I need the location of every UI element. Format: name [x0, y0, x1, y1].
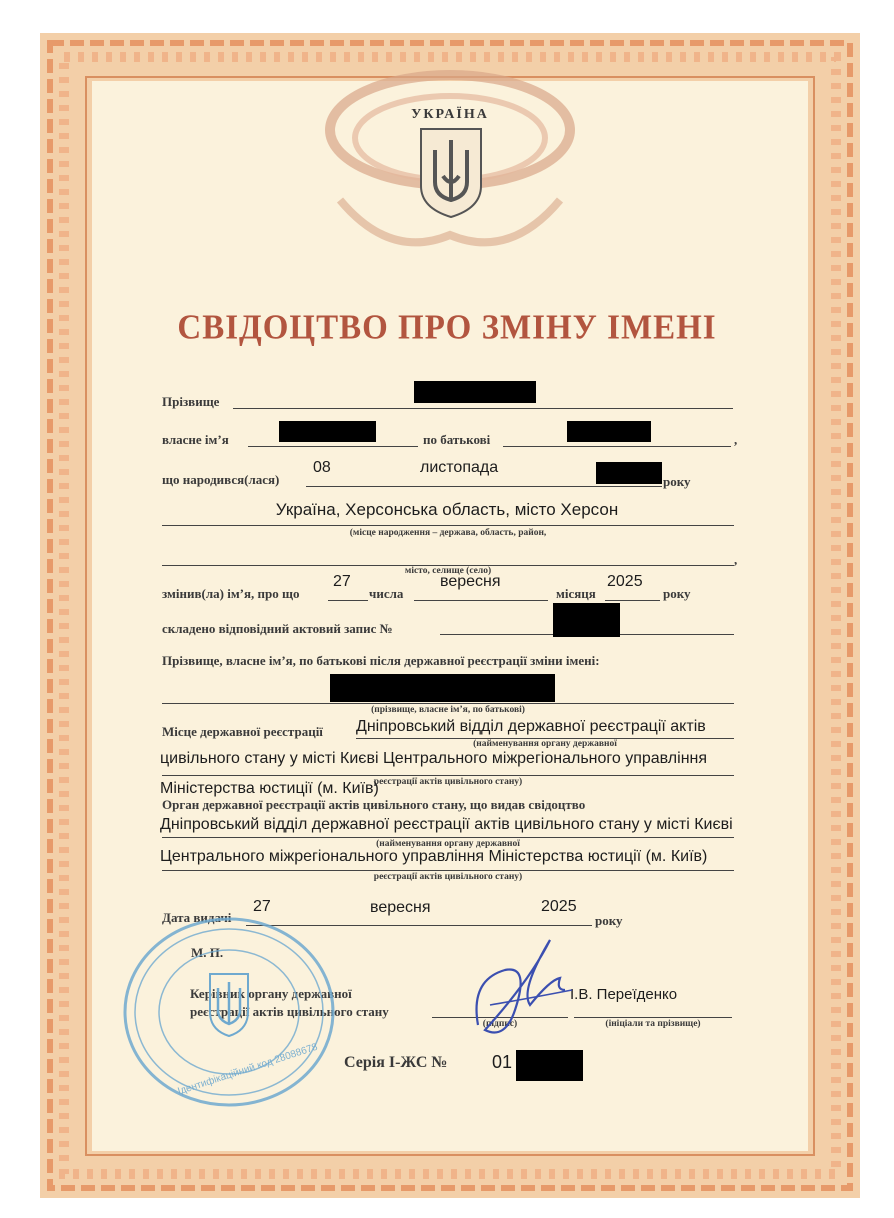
birth-place-caption: (місце народження – держава, область, район, [349, 528, 547, 538]
issuer-underline-1 [162, 837, 734, 838]
patronymic-redaction [567, 421, 651, 442]
given-name-redaction [279, 421, 376, 442]
series-label: Серія І-ЖС № [344, 1054, 448, 1071]
reg-place-caption-1: (найменування органу державної [473, 739, 617, 749]
issuer-underline-2 [162, 870, 734, 871]
surname-redaction [414, 381, 536, 403]
birth-place-line [162, 525, 734, 526]
patronymic-line [503, 446, 731, 447]
svg-text:Ідентифікаційний код 28088678: Ідентифікаційний код 28088678 [176, 1041, 320, 1098]
initials-line [574, 1017, 732, 1018]
record-number-redaction [553, 603, 620, 637]
day-word: числа [369, 586, 404, 601]
issuer-line-2: Центрального міжрегіонального управління Міністерства юстиції (м. Київ) [160, 848, 708, 865]
reg-place-line-1: Дніпровський відділ державної реєстрації актів [356, 718, 706, 735]
issue-date-label: Дата видачі [162, 910, 232, 925]
new-name-caption: (прізвище, власне ім’я, по батькові) [371, 705, 525, 715]
new-name-label: Прізвище, власне ім’я, по батькові після державної реєстрації зміни імені: [162, 653, 600, 668]
official-seal-stamp [118, 912, 340, 1112]
comma-1: , [734, 432, 738, 447]
surname-label: Прізвище [162, 394, 220, 409]
changed-label: змінив(ла) ім’я, про що [162, 586, 300, 601]
given-name-line [248, 446, 418, 447]
series-number-redaction [516, 1050, 583, 1081]
birth-month: листопада [420, 459, 499, 476]
new-name-redaction [330, 674, 555, 702]
head-name: І.В. Переїденко [570, 986, 678, 1003]
issuer-caption-1: (найменування органу державної [376, 839, 520, 849]
reg-place-underline-2 [162, 775, 734, 776]
handwritten-signature [460, 920, 580, 1050]
initials-caption: (ініціали та прізвище) [605, 1019, 701, 1029]
reg-place-label: Місце державної реєстрації [162, 724, 323, 739]
issuer-caption-2: реєстрації актів цивільного стану) [373, 872, 523, 882]
change-month: вересня [440, 573, 501, 590]
year-word-1: року [663, 474, 691, 489]
change-year-line [605, 600, 660, 601]
change-day-line [328, 600, 368, 601]
certificate-title: СВІДОЦТВО ПРО ЗМІНУ ІМЕНІ [177, 309, 717, 347]
city-caption: місто, селище (село) [404, 566, 492, 576]
reg-place-caption-2: реєстрації актів цивільного стану) [373, 777, 523, 787]
issue-year: 2025 [541, 898, 577, 915]
issue-day: 27 [253, 898, 271, 915]
month-word: місяця [556, 586, 596, 601]
seal-place-label: М. П. [191, 945, 224, 960]
year-word-3: року [595, 913, 623, 928]
surname-line [233, 408, 733, 409]
year-word-2: року [663, 586, 691, 601]
head-label-2: реєстрації актів цивільного стану [190, 1004, 389, 1019]
trident-emblem-icon [418, 126, 484, 220]
change-year: 2025 [607, 573, 643, 590]
patronymic-label: по батькові [423, 432, 491, 447]
series-number: 01 [492, 1052, 513, 1072]
country-label: УКРАЇНА [411, 107, 489, 122]
birth-place: Україна, Херсонська область, місто Херсон [275, 500, 619, 519]
reg-place-line-2: цивільного стану у місті Києві Центрального міжрегіонального управління [160, 750, 708, 767]
change-day: 27 [333, 573, 351, 590]
given-name-label: власне ім’я [162, 432, 229, 447]
birth-date-line [306, 486, 662, 487]
reg-place-line-3: Міністерства юстиції (м. Київ) [160, 780, 379, 797]
record-label: складено відповідний актовий запис № [162, 621, 393, 636]
birth-day: 08 [313, 459, 331, 476]
issue-month: вересня [370, 899, 431, 916]
comma-2: , [734, 552, 738, 567]
birth-year-redaction [596, 462, 662, 484]
change-month-line [414, 600, 548, 601]
signature-caption: (підпис) [482, 1019, 518, 1029]
new-name-line [162, 703, 734, 704]
born-label: що народився(лася) [162, 472, 280, 487]
head-label-1: Керівник органу державної [190, 986, 352, 1001]
issuer-label: Орган державної реєстрації актів цивільного стану, що видав свідоцтво [162, 797, 586, 812]
issuer-line-1: Дніпровський відділ державної реєстрації актів цивільного стану у місті Києві [160, 816, 733, 833]
